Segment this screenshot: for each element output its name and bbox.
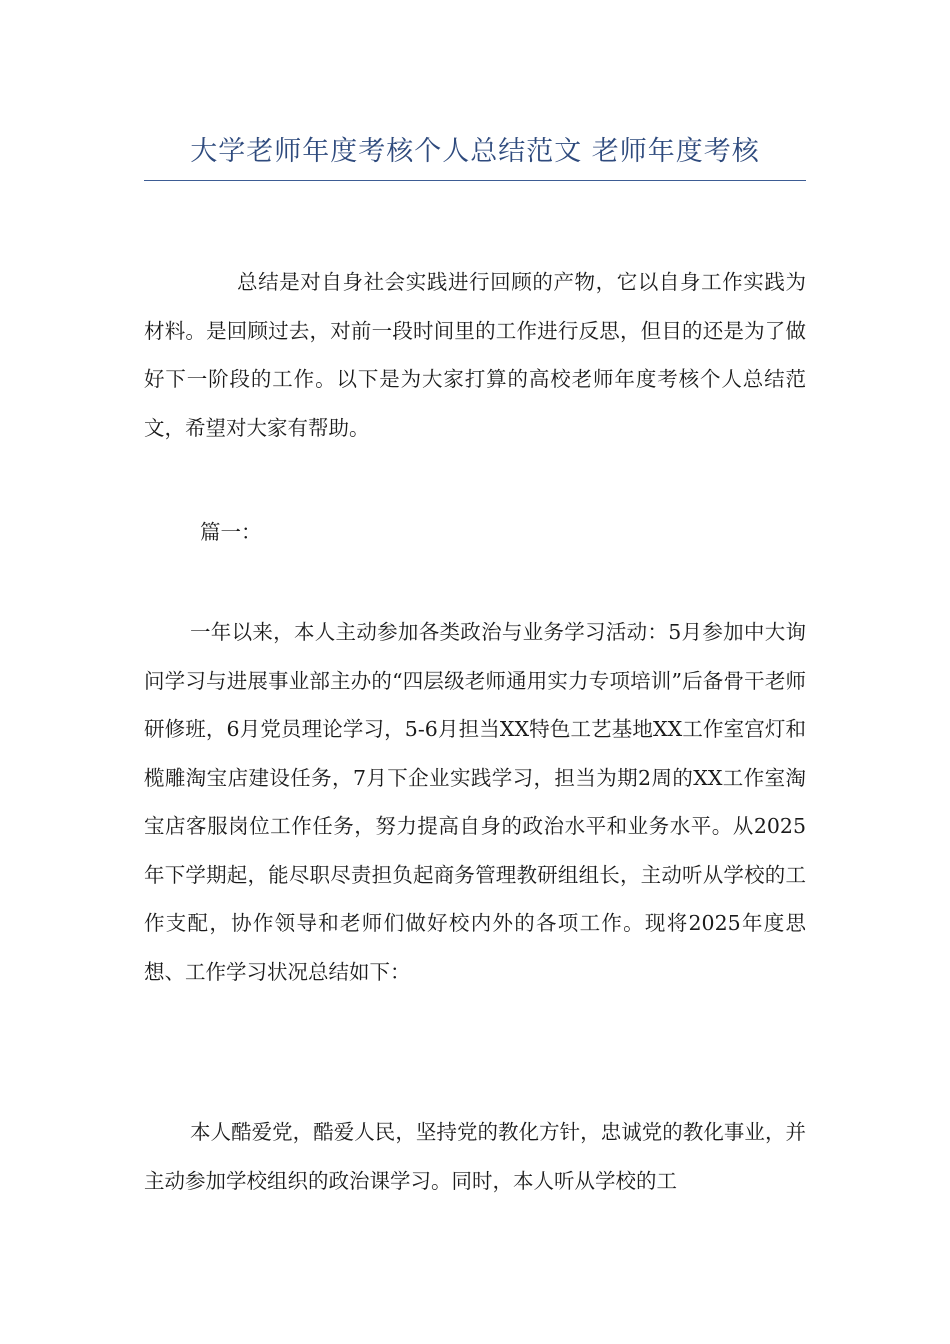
intro-paragraph: 总结是对自身社会实践进行回顾的产物，它以自身工作实践为材料。是回顾过去，对前一段时间里的工作进行反思，但目的还是为了做好下一阶段的工作。以下是为大家打算的高校老师年度考核个人总结范文，希望对大家有帮助。 <box>144 270 806 440</box>
body-paragraph-2: 本人酷爱党，酷爱人民，坚持党的教化方针，忠诚党的教化事业，并主动参加学校组织的政治课学习。同时，本人听从学校的工 <box>144 1120 806 1193</box>
title-underline <box>144 180 806 181</box>
page-title: 大学老师年度考核个人总结范文 老师年度考核 <box>190 136 760 167</box>
section-heading: 篇一： <box>200 520 262 544</box>
body-paragraph-1: 一年以来，本人主动参加各类政治与业务学习活动：5月参加中大询问学习与进展事业部主办的“四层级老师通用实力专项培训”后备骨干老师研修班，6月党员理论学习，5-6月担当XX特色工艺基地XX工作室宫灯和榄雕淘宝店建设任务，7月下企业实践学习，担当为期2周的XX工作室淘宝店客服岗位工作任务，努力提高自身的政治水平和业务水平。从2025年下学期起，能尽职尽责担负起商务管理教研组组长，主动听从学校的工作支配，协作领导和老师们做好校内外的各项工作。现将2025年度思想、工作学习状况总结如下： <box>144 620 806 984</box>
